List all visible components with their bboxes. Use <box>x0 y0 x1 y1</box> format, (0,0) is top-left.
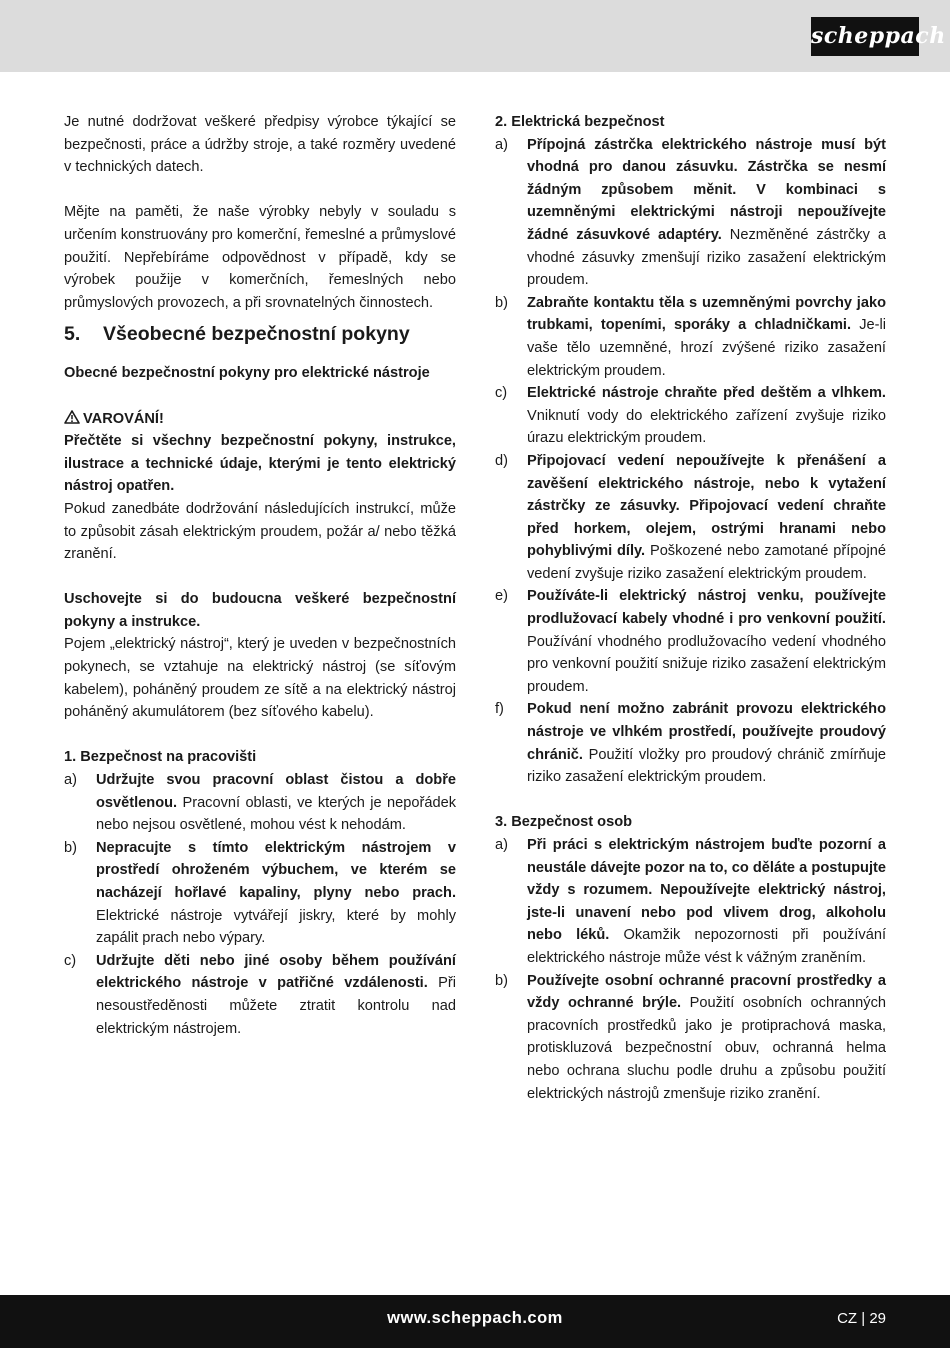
list-item-marker: b) <box>64 839 77 856</box>
scheppach-logo: scheppach <box>811 17 919 56</box>
list-item-marker: a) <box>495 837 508 853</box>
list-item-text <box>527 450 886 586</box>
list-item-text <box>527 698 886 788</box>
list-item <box>64 950 456 1040</box>
list-item-body: Použití vložky pro proudový chránič zmírňuje riziko zasažení elektrickým proudem. <box>527 746 886 786</box>
list-item-bold: Elektrické nástroje chraňte před deštěm a vlhkem. <box>527 385 886 402</box>
list-item-body: Elektrické nástroje vytvářejí jiskry, které by mohly zapálit prach nebo výpary. <box>96 907 456 947</box>
list-item-text <box>527 585 886 698</box>
list-item-body: Pracovní oblasti, ve kterých je nepořádek nebo nejsou osvětlené, mohou vést k nehodám. <box>96 794 456 834</box>
list-item <box>495 450 886 586</box>
list-item-body: Používání vhodného prodlužovacího vedení vhodného pro venkovní použití snižuje riziko zasažení elektrickým proudem. <box>527 633 886 695</box>
list-item-marker: a) <box>64 772 77 789</box>
electrical-safety-title: 2. Elektrická bezpečnost <box>495 114 665 130</box>
list-item-marker: d) <box>495 452 508 469</box>
language-code: CZ <box>837 1310 858 1327</box>
list-item-text <box>527 382 886 450</box>
warning-triangle-icon <box>64 410 80 424</box>
list-item <box>495 382 886 450</box>
electrical-safety-list <box>495 134 886 789</box>
list-item-bold: Zabraňte kontaktu těla s uzemněnými povrchy jako trubkami, topeními, sporáky a chladničkami. <box>527 294 886 334</box>
list-item-body: Je-li vaše tělo uzemněné, hrozí zvýšené riziko zasažení elektrickým proudem. <box>527 317 887 379</box>
list-item-text <box>96 837 456 950</box>
list-item-text <box>527 834 886 970</box>
page-num: 29 <box>869 1310 886 1327</box>
personal-safety-title: 3. Bezpečnost osob <box>495 814 633 831</box>
list-item-marker: b) <box>495 972 508 989</box>
intro-paragraph: Je nutné dodržovat veškeré předpisy výrobce týkající se bezpečnosti, práce a údržby stroje, a také rozměry uvedené v technických datech. <box>64 114 456 176</box>
footer-url[interactable]: www.scheppach.com <box>387 1309 563 1327</box>
list-item-bold: Přípojná zástrčka elektrického nástroje musí být vhodná pro danou zásuvku. Zástrčka se nesmí žádným způsobem měnit. V kombinaci s uzemněnými elektrickými nástroji nepoužívejte žádné zásuvkové adaptéry. <box>527 136 886 243</box>
list-item-bold: Používáte-li elektrický nástroj venku, používejte prodlužovací kabely vhodné i pro venkovní použití. <box>527 588 886 628</box>
warning-text: Pokud zanedbáte dodržování následujících instrukcí, může to způsobit zásah elektrickým proudem, požár a/ nebo těžká zranění. <box>64 500 456 563</box>
list-item-marker: c) <box>64 952 77 969</box>
list-item <box>495 585 886 698</box>
list-item-marker: e) <box>495 588 508 605</box>
list-item-body: Použití osobních ochranných pracovních prostředků jako je protiprachová maska, protiskluzová bezpečnostní obuv, ochranná helma nebo ochrana sluchu podle druhu a způsobu použití elektrických nástrojů zmenšuje riziko zranění. <box>527 995 886 1102</box>
list-item <box>64 769 456 837</box>
list-item-body: Vniknutí vody do elektrického zařízení zvyšuje riziko úrazu elektrickým proudem. <box>527 407 886 447</box>
list-item-marker: f) <box>495 701 504 718</box>
list-item-bold: Nepracujte s tímto elektrickým nástrojem v prostředí ohroženém výbuchem, ve kterém se nacházejí hořlavé kapaliny, plyny nebo prach. <box>96 839 456 901</box>
section-number: 5. <box>64 323 81 346</box>
keep-instructions-text: Pojem „elektrický nástroj“, který je uveden v bezpečnostních pokynech, se vztahuje na elektrický nástroj (se síťovým kabelem), poháněný proudem ze sítě a na elektrický nástroj poháněný akumulátorem (bez síťového kabelu). <box>64 636 456 721</box>
subheading: Obecné bezpečnostní pokyny pro elektrické nástroje <box>64 365 430 382</box>
personal-safety-list <box>495 834 886 1105</box>
list-item-body: Při nesoustředěnosti můžete ztratit kontrolu nad elektrickým nástrojem. <box>96 975 456 1037</box>
warning-heading <box>64 408 456 431</box>
keep-instructions-heading: Uschovejte si do budoucna veškeré bezpečnostní pokyny a instrukce. <box>64 591 456 630</box>
list-item-body: Okamžik nepozornosti při používání elektrického nástroje může vést k vážným zraněním. <box>527 927 886 966</box>
list-item-bold: Udržujte svou pracovní oblast čistou a dobře osvětlenou. <box>96 772 456 811</box>
list-item-body: Poškozené nebo zamotané přípojné vedení zvyšuje riziko zasažení elektrickým proudem. <box>527 543 887 582</box>
section-title <box>64 321 456 347</box>
page-footer <box>0 1295 950 1348</box>
list-item-text <box>527 292 886 382</box>
list-item <box>495 134 886 292</box>
workplace-safety-list <box>64 769 456 1040</box>
list-item <box>495 834 886 970</box>
warning-label: VAROVÁNÍ! <box>83 410 164 427</box>
list-item <box>495 698 886 788</box>
list-item-text <box>96 769 456 837</box>
list-item-bold: Udržujte děti nebo jiné osoby během používání elektrického nástroje v patřičné vzdálenosti. <box>96 952 456 992</box>
list-item-marker: b) <box>495 294 508 311</box>
left-column <box>64 111 456 1040</box>
list-item-marker: c) <box>495 385 508 402</box>
page-header <box>0 0 950 72</box>
list-item-bold: Používejte osobní ochranné pracovní prostředky a vždy ochranné brýle. <box>527 972 886 1012</box>
list-item <box>64 837 456 950</box>
list-item-text <box>527 134 886 292</box>
right-column <box>495 111 886 1105</box>
list-item-bold: Připojovací vedení nepoužívejte k přenášení a zavěšení elektrického nástroje, nebo k vytažení zástrčky ze zásuvky. Připojovací vedení chraňte před horkem, olejem, ostrými hranami nebo pohyblivými díly. <box>527 452 886 560</box>
list-item <box>495 970 886 1106</box>
warning-bold-text: Přečtěte si všechny bezpečnostní pokyny, instrukce, ilustrace a technické údaje, kterými je tento elektrický nástroj opatřen. <box>64 433 456 495</box>
section-title-text: Všeobecné bezpečnostní pokyny <box>103 323 410 346</box>
list-item-text <box>96 950 456 1040</box>
list-item-bold: Při práci s elektrickým nástrojem buďte pozorní a neustále dávejte pozor na to, co děláte a postupujte vždy s rozumem. Nepoužívejte elektrický nástroj, jste-li unavení nebo pod vlivem drog, alkoholu nebo léků. <box>527 837 886 944</box>
list-item-marker: a) <box>495 136 508 153</box>
list-item-body: Nezměněné zástrčky a vhodné zásuvky zmenšují riziko zasažení elektrickým proudem. <box>527 226 886 289</box>
list-item <box>495 292 886 382</box>
list-item-bold: Pokud není možno zabránit provozu elektrického nástroje ve vlhkém prostředí, používejte proudový chránič. <box>527 701 886 763</box>
liability-paragraph: Mějte na paměti, že naše výrobky nebyly v souladu s určením konstruovány pro komerční, řemeslné a průmyslové použití. Nepřebíráme odpovědnost v případě, kdy se výrobek použije v komerčních, řemeslných nebo průmyslových provozech, a při srovnatelných činnostech. <box>64 204 456 311</box>
page-number: CZ | 29 <box>837 1310 886 1327</box>
list-item-text <box>527 970 886 1106</box>
workplace-safety-title: 1. Bezpečnost na pracovišti <box>64 749 257 766</box>
